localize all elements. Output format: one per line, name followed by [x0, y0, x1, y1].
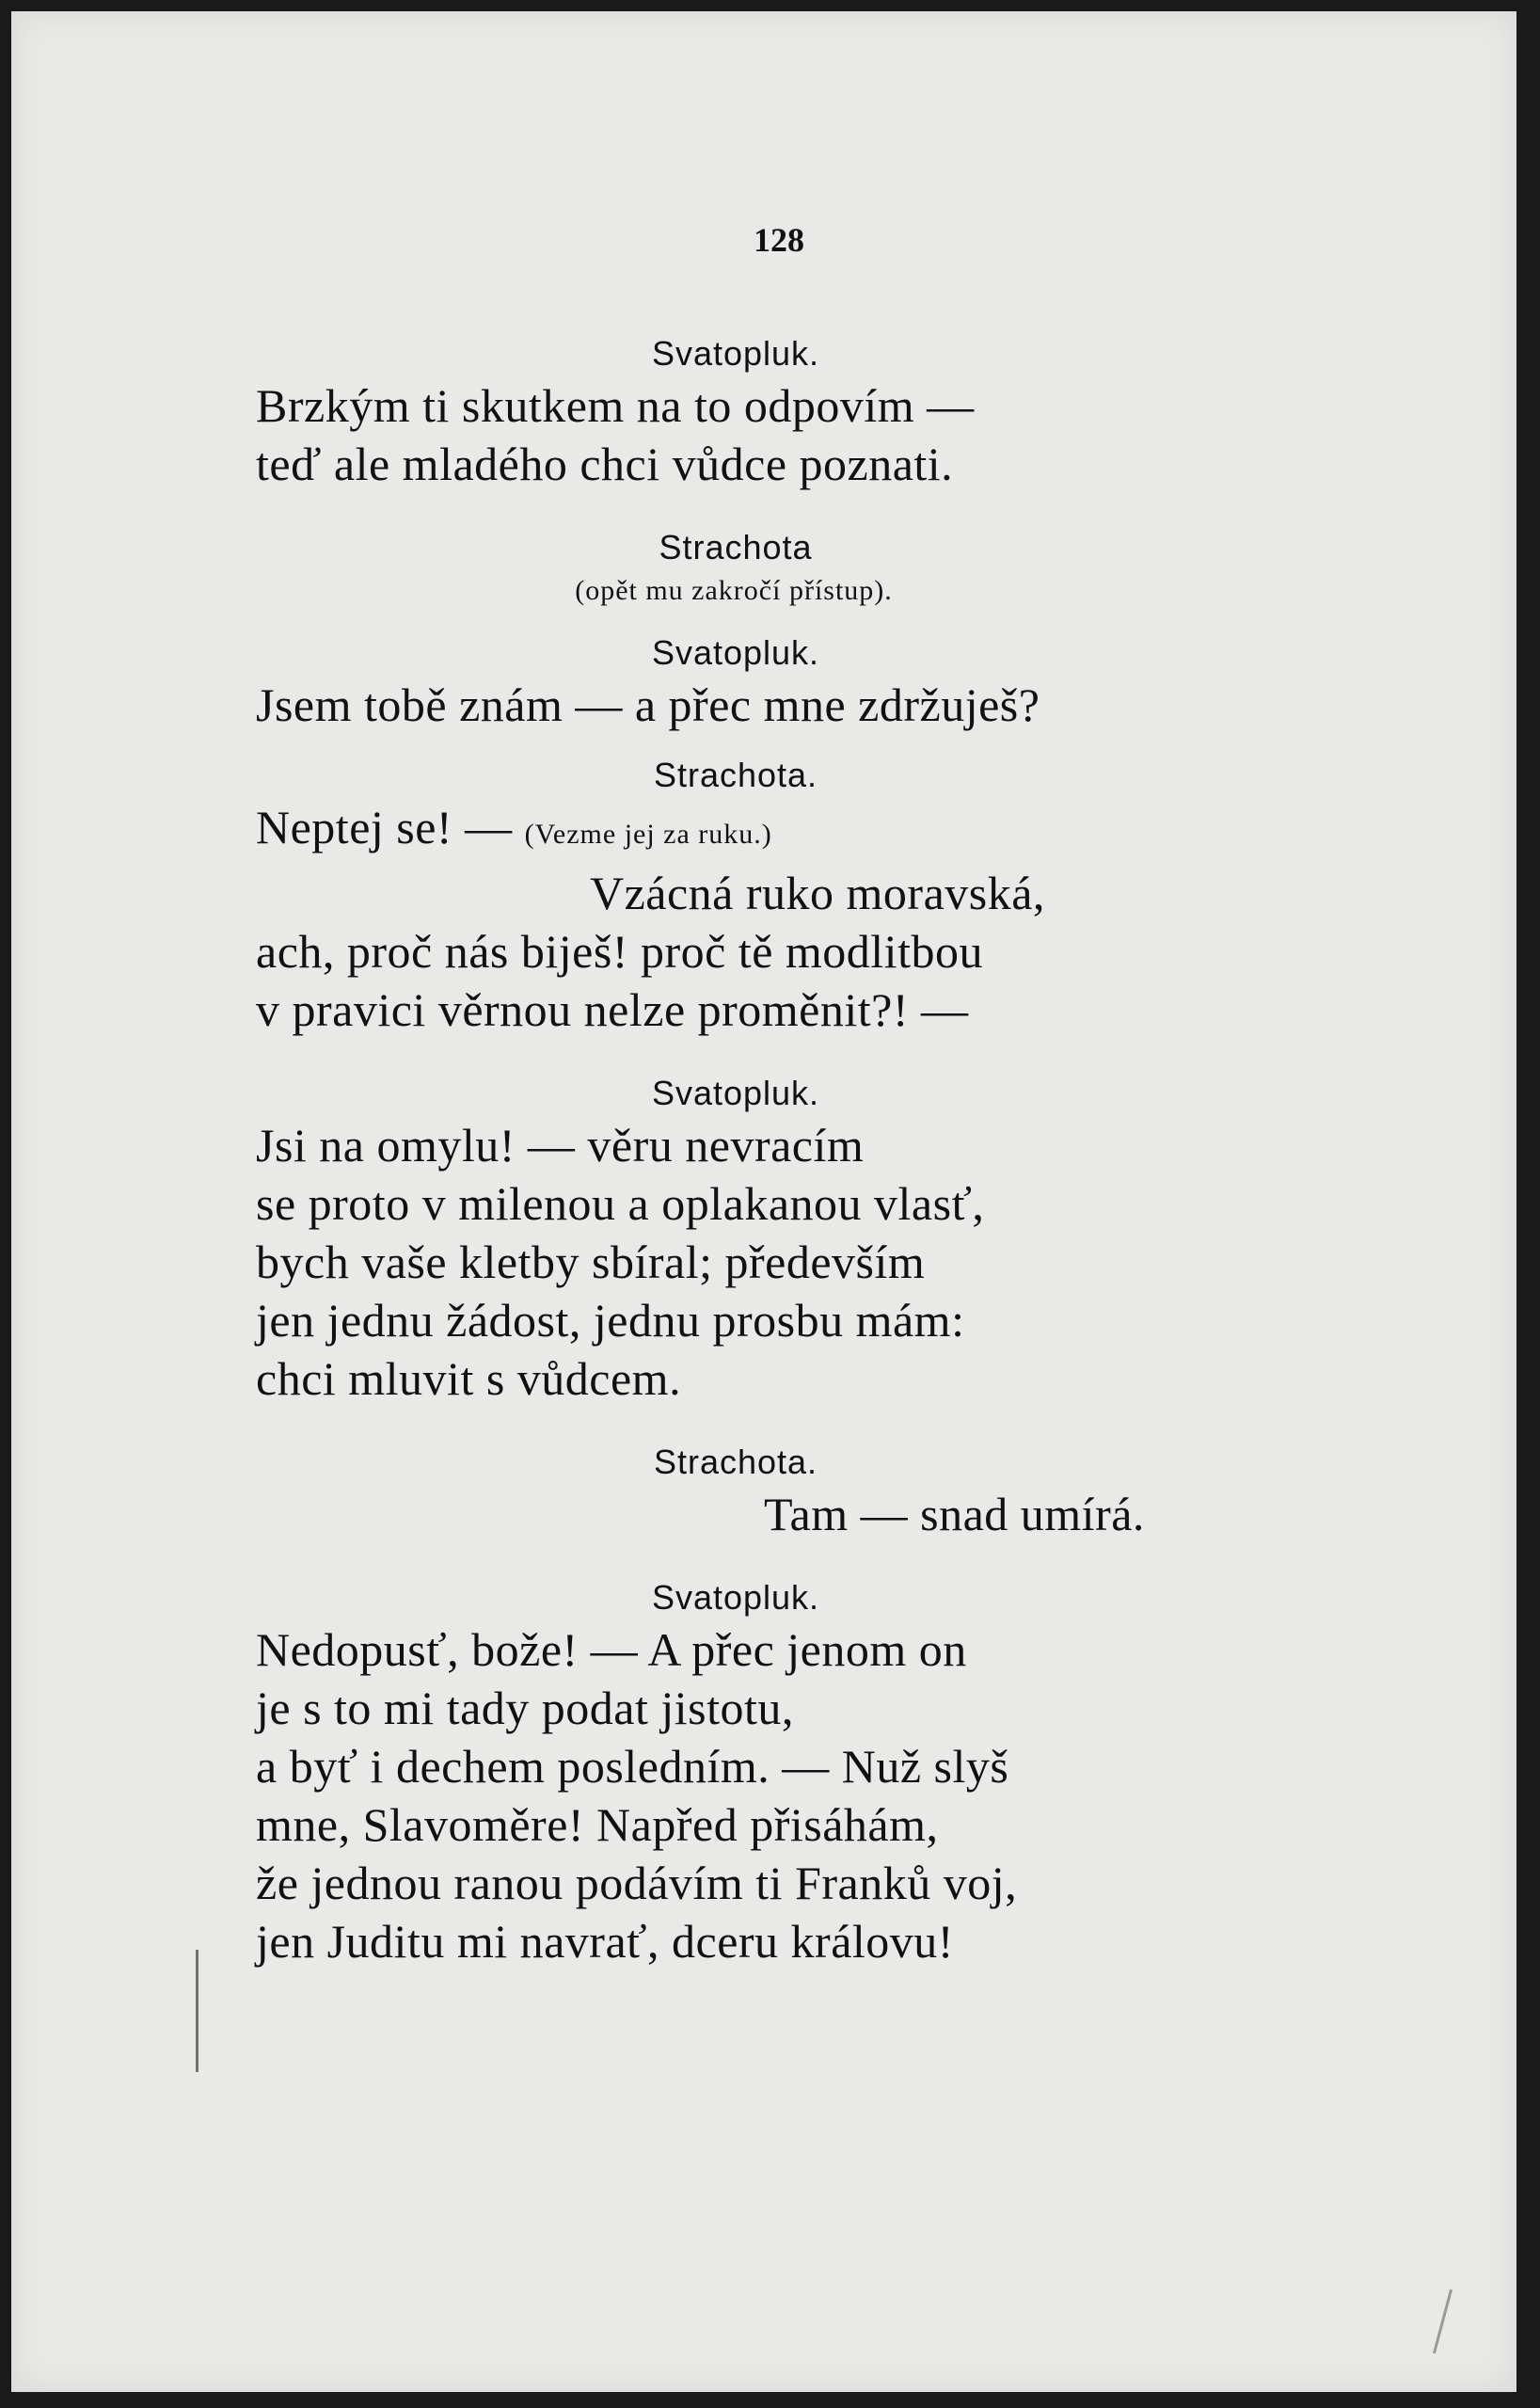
margin-mark — [196, 1950, 198, 2072]
verse-line: v pravici věrnou nelze proměnit?! — — [256, 983, 969, 1036]
play-text — [256, 331, 1234, 1970]
verse-line: Jsem tobě znám — a přec mne zdržuješ? — [256, 678, 1040, 731]
verse-line: chci mluvit s vůdcem. — [256, 1352, 682, 1405]
speaker-name: Strachota. — [653, 1443, 818, 1481]
verse-line: Jsi na omylu! — věru nevracím — [256, 1119, 865, 1172]
verse-line: jen jednu žádost, jednu prosbu mám: — [256, 1294, 965, 1347]
verse-line: se proto v milenou a oplakanou vlasť, — [256, 1177, 985, 1230]
speaker-name: Svatopluk. — [651, 1074, 820, 1112]
verse-text: Neptej se! — — [256, 801, 525, 853]
verse-line: a byť i dechem posledním. — Nuž slyš — [256, 1740, 1009, 1793]
verse-line: teď ale mladého chci vůdce poznati. — [256, 438, 954, 490]
verse-line: že jednou ranou podávím ti Franků voj, — [256, 1857, 1018, 1909]
verse-line: Brzkým ti skutkem na to odpovím — — [256, 379, 975, 432]
verse-line: mne, Slavoměre! Napřed přisáhám, — [256, 1798, 939, 1851]
verse-line: jen Juditu mi navrať, dceru královu! — [256, 1915, 954, 1968]
verse-line-with-direction — [256, 798, 1234, 864]
verse-line: Vzácná ruko moravská, — [590, 867, 1045, 919]
verse-line: ach, proč nás biješ! proč tě modlitbou — [256, 925, 983, 978]
speaker-name: Strachota. — [653, 756, 818, 794]
speaker-name: Svatopluk. — [651, 633, 820, 672]
verse-line: Tam — snad umírá. — [764, 1488, 1145, 1540]
verse-line: Nedopusť, bože! — A přec jenom on — [256, 1623, 967, 1676]
verse-line: bych vaše kletby sbíral; především — [256, 1236, 926, 1288]
stage-direction: (opět mu zakročí přístup). — [575, 575, 893, 606]
verse-line: je s to mi tady podat jistotu, — [256, 1682, 794, 1734]
speaker-name: Svatopluk. — [651, 334, 820, 373]
speaker-name: Svatopluk. — [651, 1578, 820, 1617]
book-page — [11, 11, 1516, 2392]
page-number: 128 — [754, 221, 804, 259]
stage-direction: (Vezme jej za ruku.) — [524, 819, 772, 850]
speaker-name: Strachota — [659, 528, 813, 566]
margin-mark — [1433, 2289, 1453, 2353]
